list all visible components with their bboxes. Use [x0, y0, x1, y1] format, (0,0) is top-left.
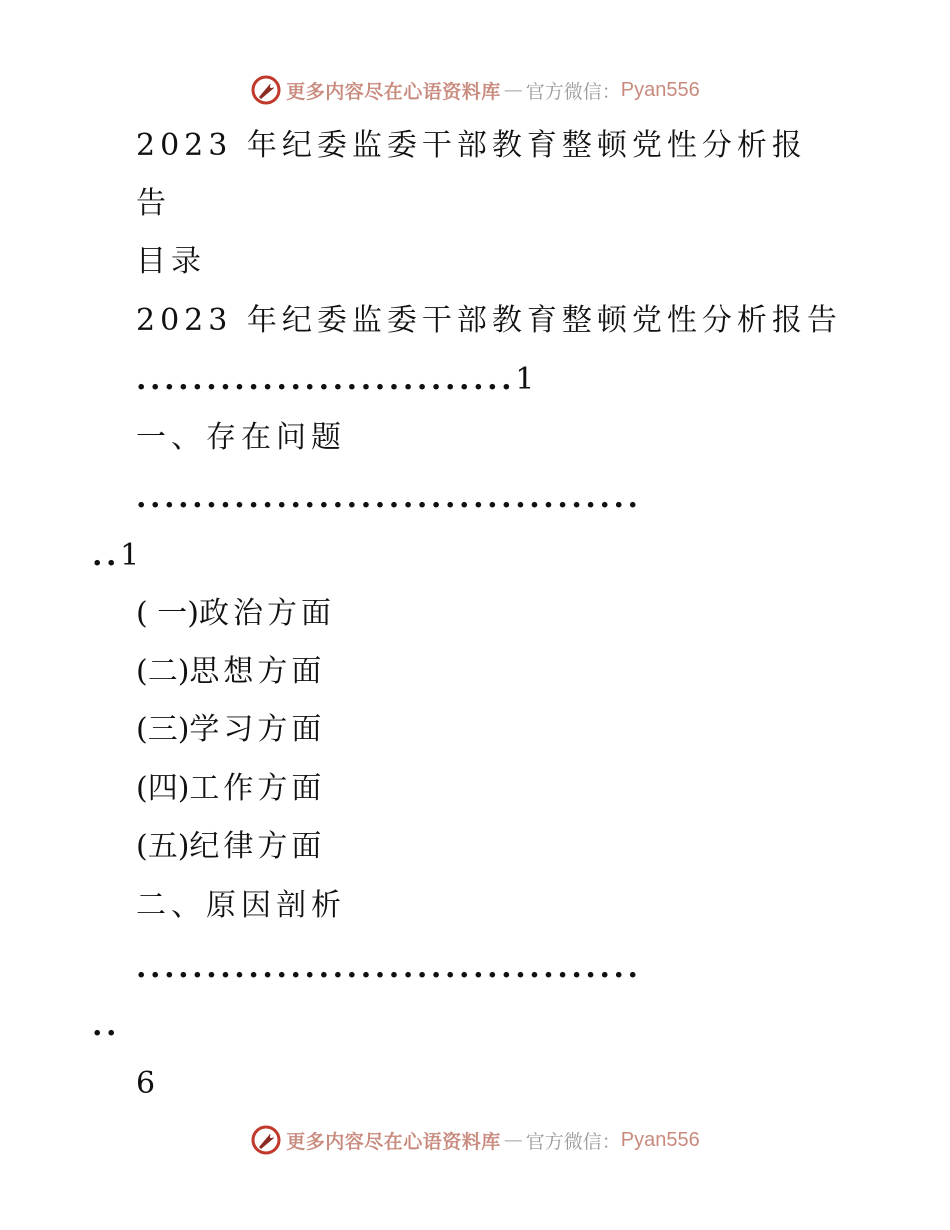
- watermark-brand: 更多内容尽在心语资料库: [286, 80, 501, 103]
- watermark-contact-label: 官方微信：: [525, 1130, 621, 1153]
- toc-sub-item: [136, 596, 335, 632]
- toc-sub-item-number: (三): [136, 712, 190, 747]
- watermark-contact-label: 官方微信：: [525, 80, 621, 103]
- toc-entry-problems-label: 一、存在问题: [136, 420, 346, 455]
- pen-nib-logo-icon: [250, 74, 282, 106]
- toc-sub-item: [136, 654, 325, 690]
- toc-sub-item: [136, 829, 325, 865]
- toc-heading: 目录: [136, 244, 206, 279]
- toc-leader-dots: ..: [92, 538, 121, 573]
- pen-nib-logo-icon: [250, 1124, 282, 1156]
- watermark-contact-id: Pyan556: [620, 78, 700, 101]
- toc-sub-item-label: 工作方面: [189, 771, 326, 806]
- toc-page-number: 1: [515, 362, 538, 397]
- toc-page-number: 1: [120, 538, 143, 573]
- toc-entry-title-label: 2023 年纪委监委干部教育整顿党性分析报告: [136, 303, 842, 338]
- toc-sub-item-number: ( 一): [136, 596, 199, 631]
- watermark-brand: 更多内容尽在心语资料库: [286, 1130, 501, 1153]
- toc-sub-item: [136, 771, 325, 807]
- watermark-footer: [0, 1122, 950, 1158]
- watermark-separator: —: [503, 79, 523, 101]
- watermark-separator: —: [503, 1129, 523, 1151]
- toc-leader-dots: ...........................: [136, 362, 516, 397]
- toc-sub-item-label: 学习方面: [189, 712, 326, 747]
- toc-sub-item-label: 政治方面: [198, 596, 335, 631]
- toc-entry-causes-leader: ....................................: [136, 950, 642, 985]
- document-title-line-2: 告: [136, 186, 171, 221]
- watermark-header: [0, 72, 950, 108]
- toc-sub-item-number: (五): [136, 829, 190, 864]
- toc-sub-item-label: 纪律方面: [189, 829, 326, 864]
- toc-entry-problems-leader-cont: [92, 538, 143, 574]
- toc-entry-title-leader: [136, 362, 538, 398]
- toc-entry-causes-leader-cont: ..: [92, 1008, 121, 1043]
- toc-sub-item-label: 思想方面: [189, 654, 326, 689]
- toc-sub-item-number: (二): [136, 654, 190, 689]
- document-title-line-1: 2023 年纪委监委干部教育整顿党性分析报: [136, 128, 807, 163]
- toc-entry-problems-leader: ....................................: [136, 480, 642, 515]
- watermark-contact-id: Pyan556: [620, 1128, 700, 1151]
- toc-entry-causes-label: 二、原因剖析: [136, 888, 346, 923]
- toc-page-number: 6: [136, 1066, 156, 1101]
- toc-sub-item: [136, 712, 325, 748]
- toc-sub-item-number: (四): [136, 771, 190, 806]
